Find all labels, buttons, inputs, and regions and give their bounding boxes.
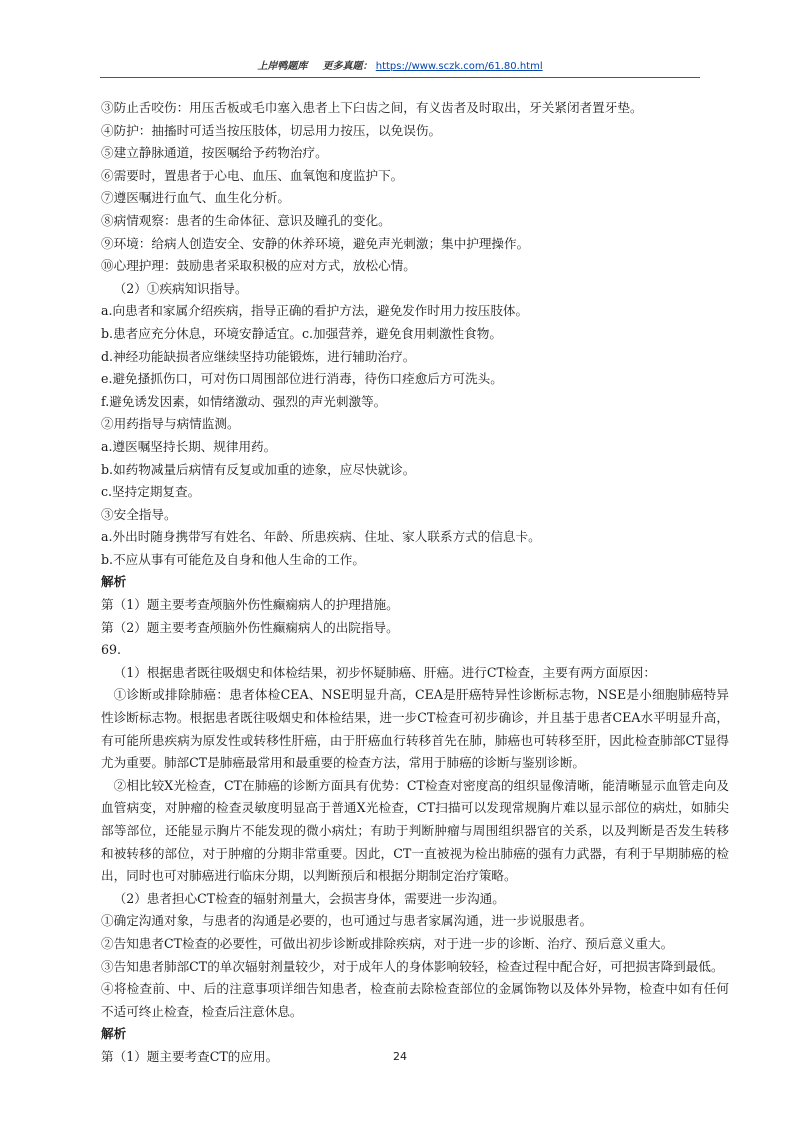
paragraph: ⑩心理护理：鼓励患者采取积极的应对方式，放松心情。 <box>101 258 416 274</box>
paragraph: ⑨环境：给病人创造安全、安静的休养环境，避免声光刺激；集中护理操作。 <box>101 235 530 251</box>
paragraph: b.如药物减量后病情有反复或加重的迹象，应尽快就诊。 <box>101 461 416 477</box>
paragraph: （2）①疾病知识指导。 <box>113 280 248 296</box>
paragraph: 第（2）题主要考查颅脑外伤性癫痫病人的出院指导。 <box>101 619 399 635</box>
paragraph: 第（1）题主要考查CT的应用。 <box>101 1048 279 1064</box>
paragraph: （1）根据患者既往吸烟史和体检结果，初步怀疑肺癌、肝癌。进行CT检查，主要有两方面原因： <box>113 664 656 680</box>
header-source-link[interactable]: https://www.sczk.com/61.80.html <box>375 61 543 72</box>
paragraph: ③防止舌咬伤：用压舌板或毛巾塞入患者上下臼齿之间，有义齿者及时取出，牙关紧闭者置牙垫。 <box>101 100 643 115</box>
paragraph: ⑤建立静脉通道，按医嘱给予药物治疗。 <box>101 145 328 161</box>
paragraph: d.神经功能缺损者应继续坚持功能锻炼，进行辅助治疗。 <box>101 348 416 364</box>
paragraph: ⑥需要时，置患者于心电、血压、血氧饱和度监护下。 <box>101 167 404 183</box>
paragraph: ②相比较X光检查，CT在肺癌的诊断方面具有优势：CT检查对密度高的组织显像清晰，能清晰显示血管走向及血管病变，对肿瘤的检查灵敏度明显高于普通X光检查，CT扫描可以发现常规胸片难以显示部位的病灶，如肺尖部等部位，还能显示胸片不能发现的微小病灶；有助于判断肿瘤与周围组织器官的关系，以及判断是否发生转移和被转移的部位，对于肿瘤的分期非常重要。因此，CT一直被视为检出肺癌的强有力武器，有利于早期肺癌的检出，同时也可对肺癌进行临床分期，以判断预后和根据分期制定治疗策略。 <box>101 777 729 884</box>
paragraph: c.坚持定期复查。 <box>101 484 201 500</box>
paragraph: e.避免搔抓伤口，可对伤口周围部位进行消毒，待伤口痊愈后方可洗头。 <box>101 371 503 387</box>
paragraph: a.向患者和家属介绍疾病，指导正确的看护方法，避免发作时用力按压肢体。 <box>101 303 529 319</box>
paragraph: ①确定沟通对象，与患者的沟通是必要的，也可通过与患者家属沟通，进一步说服患者。 <box>101 913 593 929</box>
paragraph: 第（1）题主要考查颅脑外伤性癫痫病人的护理措施。 <box>101 597 399 613</box>
paragraph: ②用药指导与病情监测。 <box>101 416 240 432</box>
header-slogan: 上岸鸭题库 <box>257 61 308 72</box>
paragraph: ④将检查前、中、后的注意事项详细告知患者，检查前去除检查部位的金属饰物以及体外异物，检查中如有任何不适可终止检查，检查后注意休息。 <box>101 981 729 1019</box>
paragraph: ⑧病情观察：患者的生命体征、意识及瞳孔的变化。 <box>101 212 391 228</box>
paragraph: f.避免诱发因素，如情绪激动、强烈的声光刺激等。 <box>101 393 387 409</box>
paragraph: ③告知患者肺部CT的单次辐射剂量较少，对于成年人的身体影响较轻，检查过程中配合好，可把损害降到最低。 <box>101 958 724 974</box>
page-header <box>0 60 800 74</box>
paragraph: ④防护：抽搐时可适当按压肢体，切忌用力按压，以免误伤。 <box>101 122 442 138</box>
paragraph: 69. <box>101 642 122 658</box>
page-number: 24 <box>393 1050 407 1063</box>
header-divider <box>100 77 700 78</box>
section-heading: 解析 <box>101 574 127 590</box>
paragraph: a.外出时随身携带写有姓名、年龄、所患疾病、住址、家人联系方式的信息卡。 <box>101 529 541 545</box>
paragraph: ③安全指导。 <box>101 506 177 522</box>
paragraph: ②告知患者CT检查的必要性，可做出初步诊断或排除疾病，对于进一步的诊断、治疗、预后意义重大。 <box>101 935 674 951</box>
paragraph: ⑦遵医嘱进行血气、血生化分析。 <box>101 190 290 206</box>
paragraph: b.患者应充分休息，环境安静适宜。c.加强营养，避免食用刺激性食物。 <box>101 325 502 341</box>
document-body <box>101 97 729 1069</box>
section-heading: 解析 <box>101 1026 127 1042</box>
paragraph: （2）患者担心CT检查的辐射剂量大，会损害身体，需要进一步沟通。 <box>113 890 505 906</box>
header-source-label: 更多真题： <box>322 61 373 72</box>
paragraph: ①诊断或排除肺癌：患者体检CEA、NSE明显升高，CEA是肝癌特异性诊断标志物，NSE是小细胞肺癌特异性诊断标志物。根据患者既往吸烟史和体检结果，进一步CT检查可初步确诊，并且基于患者CEA水平明显升高，有可能所患疾病为原发性或转移性肝癌，由于肝癌血行转移首先在肺，肺癌也可转移至肝，因此检查肺部CT显得尤为重要。肺部CT是肺癌最常用和最重要的检查方法，常用于肺癌的诊断与鉴别诊断。 <box>101 687 729 771</box>
paragraph: b.不应从事有可能危及自身和他人生命的工作。 <box>101 551 365 567</box>
paragraph: a.遵医嘱坚持长期、规律用药。 <box>101 438 277 454</box>
